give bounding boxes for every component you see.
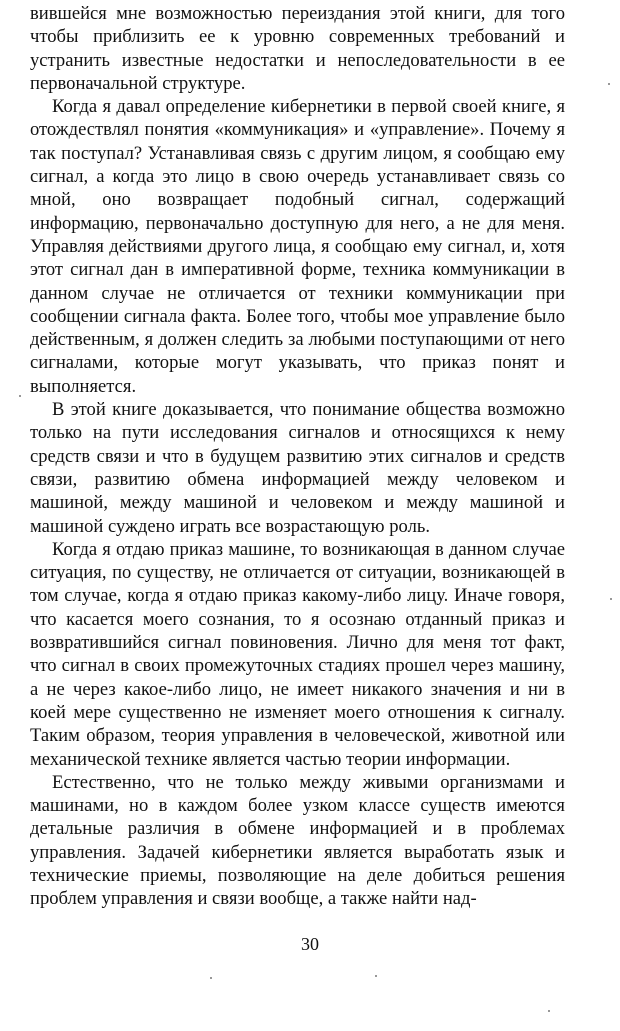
scan-speck (375, 975, 377, 977)
scan-speck (610, 598, 612, 600)
scan-speck (19, 395, 21, 397)
scan-speck (548, 1010, 550, 1012)
paragraph: Естественно, что не только между живыми организмами и машинами, но в каждом более узком классе существ имеются детальные различия в обмене информацией и в проблемах управления. Задачей кибернетики является выработать язык и технические приемы, позволяющие на деле добиться решения проблем управления и связи вообще, а также найти над- (30, 771, 565, 910)
paragraph: Когда я давал определение кибернетики в первой своей книге, я отождествлял понятия «коммуникация» и «управление». Почему я так поступал? Устанавливая связь с другим лицом, я сообщаю ему сигнал, а когда это лицо в свою очередь устанавливает связь со мной, оно возвращает подобный сигнал, содержащий информацию, первоначально доступную для него, а не для меня. Управляя действиями другого лица, я сообщаю ему сигнал, и, хотя этот сигнал дан в императивной форме, техника коммуникации в данном случае не отличается от техники коммуникации при сообщении сигнала факта. Более того, чтобы мое управление было действенным, я должен следить за любыми поступающими от него сигналами, которые могут указывать, что приказ понят и выполняется. (30, 96, 565, 397)
page-number: 30 (301, 934, 319, 954)
paragraph: Когда я отдаю приказ машине, то возникающая в данном случае ситуация, по существу, не отличается от ситуации, возникающей в том случае, когда я отдаю приказ какому-либо лицу. Иначе говоря, что касается моего сознания, то я осознаю отданный приказ и возвратившийся сигнал повиновения. Лично для меня тот факт, что сигнал в своих промежуточных стадиях прошел через машину, а не через какое-либо лицо, не имеет никакого значения и ни в коей мере существенно не изменяет моего отношения к сигналу. Таким образом, теория управления в человеческой, животной или механической технике является частью теории информации. (30, 538, 565, 770)
scan-speck (608, 83, 610, 85)
scan-speck (210, 977, 212, 979)
paragraph-continuation: вившейся мне возможностью переиздания этой книги, для того чтобы приблизить ее к уровню современных требований и устранить известные недостатки и непоследовательности в ее первоначальной структуре. (30, 3, 565, 94)
page-body-text (30, 2, 565, 911)
paragraph: В этой книге доказывается, что понимание общества возможно только на пути исследования сигналов и относящихся к нему средств связи и что в будущем развитию этих сигналов и средств связи, развитию обмена информацией между человеком и машиной, между машиной и человеком и между машиной и машиной суждено играть все возрастающую роль. (30, 399, 565, 537)
